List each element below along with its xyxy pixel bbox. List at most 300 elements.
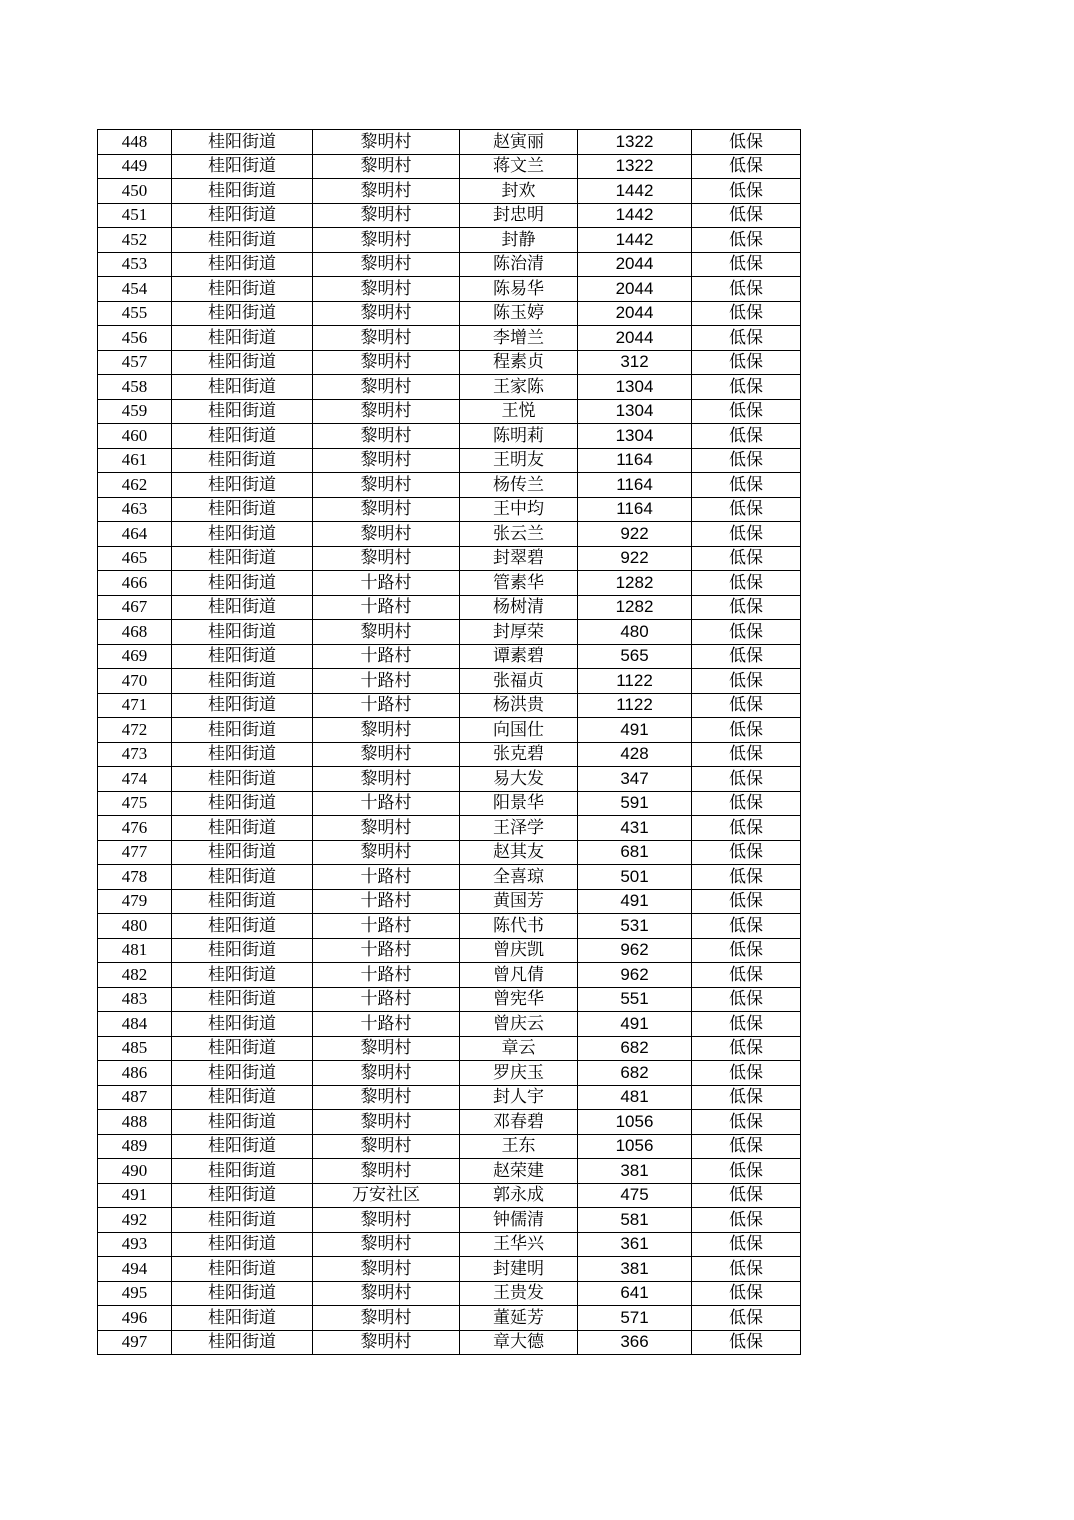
type-cell: 低保 — [692, 693, 801, 718]
village-cell: 黎明村 — [313, 1134, 460, 1159]
name-cell: 易大发 — [460, 767, 578, 792]
table-row — [98, 252, 801, 277]
type-cell: 低保 — [692, 375, 801, 400]
amount-cell: 381 — [578, 1257, 692, 1282]
table-row — [98, 742, 801, 767]
table-row — [98, 1134, 801, 1159]
amount-cell: 381 — [578, 1159, 692, 1184]
type-cell: 低保 — [692, 1036, 801, 1061]
row-number-cell: 494 — [98, 1257, 172, 1282]
type-cell: 低保 — [692, 252, 801, 277]
name-cell: 郭永成 — [460, 1183, 578, 1208]
amount-cell: 1322 — [578, 130, 692, 155]
street-cell: 桂阳街道 — [172, 1232, 313, 1257]
row-number-cell: 490 — [98, 1159, 172, 1184]
village-cell: 十路村 — [313, 889, 460, 914]
name-cell: 封厚荣 — [460, 620, 578, 645]
row-number-cell: 457 — [98, 350, 172, 375]
row-number-cell: 450 — [98, 179, 172, 204]
village-cell: 十路村 — [313, 938, 460, 963]
type-cell: 低保 — [692, 865, 801, 890]
amount-cell: 682 — [578, 1036, 692, 1061]
name-cell: 封静 — [460, 228, 578, 253]
table-row — [98, 1159, 801, 1184]
type-cell: 低保 — [692, 1330, 801, 1355]
name-cell: 王明友 — [460, 448, 578, 473]
amount-cell: 1322 — [578, 154, 692, 179]
village-cell: 黎明村 — [313, 522, 460, 547]
type-cell: 低保 — [692, 1134, 801, 1159]
type-cell: 低保 — [692, 546, 801, 571]
table-row — [98, 693, 801, 718]
name-cell: 封翠碧 — [460, 546, 578, 571]
table-row — [98, 718, 801, 743]
street-cell: 桂阳街道 — [172, 497, 313, 522]
village-cell: 黎明村 — [313, 816, 460, 841]
village-cell: 黎明村 — [313, 203, 460, 228]
row-number-cell: 456 — [98, 326, 172, 351]
name-cell: 陈明莉 — [460, 424, 578, 449]
street-cell: 桂阳街道 — [172, 914, 313, 939]
street-cell: 桂阳街道 — [172, 522, 313, 547]
type-cell: 低保 — [692, 350, 801, 375]
type-cell: 低保 — [692, 718, 801, 743]
street-cell: 桂阳街道 — [172, 767, 313, 792]
amount-cell: 1056 — [578, 1110, 692, 1135]
amount-cell: 431 — [578, 816, 692, 841]
type-cell: 低保 — [692, 1257, 801, 1282]
amount-cell: 922 — [578, 522, 692, 547]
table-row — [98, 228, 801, 253]
table-row — [98, 669, 801, 694]
type-cell: 低保 — [692, 277, 801, 302]
name-cell: 赵寅丽 — [460, 130, 578, 155]
name-cell: 陈治清 — [460, 252, 578, 277]
type-cell: 低保 — [692, 840, 801, 865]
name-cell: 张克碧 — [460, 742, 578, 767]
name-cell: 王家陈 — [460, 375, 578, 400]
street-cell: 桂阳街道 — [172, 963, 313, 988]
amount-cell: 682 — [578, 1061, 692, 1086]
type-cell: 低保 — [692, 130, 801, 155]
village-cell: 黎明村 — [313, 620, 460, 645]
street-cell: 桂阳街道 — [172, 252, 313, 277]
street-cell: 桂阳街道 — [172, 1306, 313, 1331]
row-number-cell: 468 — [98, 620, 172, 645]
street-cell: 桂阳街道 — [172, 816, 313, 841]
type-cell: 低保 — [692, 203, 801, 228]
name-cell: 曾庆凯 — [460, 938, 578, 963]
row-number-cell: 480 — [98, 914, 172, 939]
street-cell: 桂阳街道 — [172, 889, 313, 914]
type-cell: 低保 — [692, 1281, 801, 1306]
row-number-cell: 493 — [98, 1232, 172, 1257]
village-cell: 十路村 — [313, 644, 460, 669]
street-cell: 桂阳街道 — [172, 228, 313, 253]
row-number-cell: 487 — [98, 1085, 172, 1110]
row-number-cell: 473 — [98, 742, 172, 767]
table-row — [98, 326, 801, 351]
village-cell: 黎明村 — [313, 424, 460, 449]
amount-cell: 481 — [578, 1085, 692, 1110]
row-number-cell: 471 — [98, 693, 172, 718]
name-cell: 钟儒清 — [460, 1208, 578, 1233]
type-cell: 低保 — [692, 522, 801, 547]
table-row — [98, 546, 801, 571]
village-cell: 黎明村 — [313, 497, 460, 522]
street-cell: 桂阳街道 — [172, 424, 313, 449]
amount-cell: 491 — [578, 889, 692, 914]
village-cell: 十路村 — [313, 595, 460, 620]
street-cell: 桂阳街道 — [172, 326, 313, 351]
name-cell: 管素华 — [460, 571, 578, 596]
row-number-cell: 479 — [98, 889, 172, 914]
type-cell: 低保 — [692, 1110, 801, 1135]
name-cell: 封忠明 — [460, 203, 578, 228]
table-row — [98, 767, 801, 792]
row-number-cell: 465 — [98, 546, 172, 571]
name-cell: 李增兰 — [460, 326, 578, 351]
amount-cell: 2044 — [578, 252, 692, 277]
amount-cell: 1304 — [578, 399, 692, 424]
street-cell: 桂阳街道 — [172, 301, 313, 326]
street-cell: 桂阳街道 — [172, 1134, 313, 1159]
table-row — [98, 424, 801, 449]
village-cell: 十路村 — [313, 693, 460, 718]
row-number-cell: 478 — [98, 865, 172, 890]
name-cell: 封建明 — [460, 1257, 578, 1282]
village-cell: 黎明村 — [313, 742, 460, 767]
name-cell: 全喜琼 — [460, 865, 578, 890]
table-row — [98, 791, 801, 816]
village-cell: 黎明村 — [313, 1232, 460, 1257]
name-cell: 曾庆云 — [460, 1012, 578, 1037]
village-cell: 黎明村 — [313, 546, 460, 571]
street-cell: 桂阳街道 — [172, 130, 313, 155]
type-cell: 低保 — [692, 987, 801, 1012]
row-number-cell: 470 — [98, 669, 172, 694]
row-number-cell: 455 — [98, 301, 172, 326]
village-cell: 黎明村 — [313, 179, 460, 204]
street-cell: 桂阳街道 — [172, 375, 313, 400]
village-cell: 黎明村 — [313, 1036, 460, 1061]
street-cell: 桂阳街道 — [172, 277, 313, 302]
street-cell: 桂阳街道 — [172, 546, 313, 571]
row-number-cell: 488 — [98, 1110, 172, 1135]
row-number-cell: 461 — [98, 448, 172, 473]
table-row — [98, 497, 801, 522]
table-row — [98, 399, 801, 424]
street-cell: 桂阳街道 — [172, 179, 313, 204]
amount-cell: 366 — [578, 1330, 692, 1355]
type-cell: 低保 — [692, 595, 801, 620]
name-cell: 王东 — [460, 1134, 578, 1159]
row-number-cell: 485 — [98, 1036, 172, 1061]
row-number-cell: 462 — [98, 473, 172, 498]
type-cell: 低保 — [692, 1085, 801, 1110]
type-cell: 低保 — [692, 889, 801, 914]
name-cell: 杨传兰 — [460, 473, 578, 498]
street-cell: 桂阳街道 — [172, 154, 313, 179]
table-row — [98, 1330, 801, 1355]
village-cell: 黎明村 — [313, 301, 460, 326]
name-cell: 曾宪华 — [460, 987, 578, 1012]
village-cell: 十路村 — [313, 669, 460, 694]
street-cell: 桂阳街道 — [172, 1012, 313, 1037]
table-row — [98, 179, 801, 204]
amount-cell: 581 — [578, 1208, 692, 1233]
table-row — [98, 1061, 801, 1086]
table-row — [98, 889, 801, 914]
village-cell: 黎明村 — [313, 1306, 460, 1331]
street-cell: 桂阳街道 — [172, 620, 313, 645]
name-cell: 杨树清 — [460, 595, 578, 620]
table-row — [98, 1110, 801, 1135]
street-cell: 桂阳街道 — [172, 644, 313, 669]
street-cell: 桂阳街道 — [172, 473, 313, 498]
street-cell: 桂阳街道 — [172, 840, 313, 865]
village-cell: 万安社区 — [313, 1183, 460, 1208]
table-row — [98, 1012, 801, 1037]
row-number-cell: 474 — [98, 767, 172, 792]
name-cell: 杨洪贵 — [460, 693, 578, 718]
row-number-cell: 460 — [98, 424, 172, 449]
street-cell: 桂阳街道 — [172, 595, 313, 620]
name-cell: 张福贞 — [460, 669, 578, 694]
table-row — [98, 375, 801, 400]
amount-cell: 1304 — [578, 424, 692, 449]
table-row — [98, 1183, 801, 1208]
row-number-cell: 458 — [98, 375, 172, 400]
street-cell: 桂阳街道 — [172, 203, 313, 228]
type-cell: 低保 — [692, 767, 801, 792]
village-cell: 黎明村 — [313, 718, 460, 743]
street-cell: 桂阳街道 — [172, 448, 313, 473]
row-number-cell: 451 — [98, 203, 172, 228]
type-cell: 低保 — [692, 938, 801, 963]
amount-cell: 1282 — [578, 571, 692, 596]
name-cell: 向国仕 — [460, 718, 578, 743]
table-row — [98, 448, 801, 473]
village-cell: 黎明村 — [313, 399, 460, 424]
type-cell: 低保 — [692, 326, 801, 351]
table-row — [98, 963, 801, 988]
name-cell: 封人宇 — [460, 1085, 578, 1110]
name-cell: 赵其友 — [460, 840, 578, 865]
village-cell: 黎明村 — [313, 1208, 460, 1233]
name-cell: 王中均 — [460, 497, 578, 522]
table-row — [98, 816, 801, 841]
row-number-cell: 497 — [98, 1330, 172, 1355]
village-cell: 十路村 — [313, 987, 460, 1012]
street-cell: 桂阳街道 — [172, 938, 313, 963]
amount-cell: 312 — [578, 350, 692, 375]
type-cell: 低保 — [692, 1232, 801, 1257]
amount-cell: 491 — [578, 1012, 692, 1037]
street-cell: 桂阳街道 — [172, 791, 313, 816]
name-cell: 陈玉婷 — [460, 301, 578, 326]
amount-cell: 551 — [578, 987, 692, 1012]
village-cell: 黎明村 — [313, 130, 460, 155]
table-row — [98, 1257, 801, 1282]
street-cell: 桂阳街道 — [172, 1061, 313, 1086]
row-number-cell: 463 — [98, 497, 172, 522]
row-number-cell: 452 — [98, 228, 172, 253]
name-cell: 王贵发 — [460, 1281, 578, 1306]
street-cell: 桂阳街道 — [172, 987, 313, 1012]
table-row — [98, 277, 801, 302]
row-number-cell: 467 — [98, 595, 172, 620]
name-cell: 赵荣建 — [460, 1159, 578, 1184]
row-number-cell: 483 — [98, 987, 172, 1012]
table-row — [98, 203, 801, 228]
village-cell: 十路村 — [313, 963, 460, 988]
village-cell: 黎明村 — [313, 252, 460, 277]
type-cell: 低保 — [692, 473, 801, 498]
amount-cell: 641 — [578, 1281, 692, 1306]
amount-cell: 501 — [578, 865, 692, 890]
type-cell: 低保 — [692, 620, 801, 645]
amount-cell: 1056 — [578, 1134, 692, 1159]
amount-cell: 1282 — [578, 595, 692, 620]
amount-cell: 565 — [578, 644, 692, 669]
name-cell: 王悦 — [460, 399, 578, 424]
street-cell: 桂阳街道 — [172, 399, 313, 424]
type-cell: 低保 — [692, 497, 801, 522]
street-cell: 桂阳街道 — [172, 1085, 313, 1110]
village-cell: 黎明村 — [313, 1061, 460, 1086]
village-cell: 十路村 — [313, 1012, 460, 1037]
type-cell: 低保 — [692, 399, 801, 424]
amount-cell: 1442 — [578, 228, 692, 253]
table-row — [98, 840, 801, 865]
amount-cell: 491 — [578, 718, 692, 743]
row-number-cell: 453 — [98, 252, 172, 277]
village-cell: 黎明村 — [313, 767, 460, 792]
village-cell: 黎明村 — [313, 154, 460, 179]
amount-cell: 681 — [578, 840, 692, 865]
row-number-cell: 484 — [98, 1012, 172, 1037]
row-number-cell: 469 — [98, 644, 172, 669]
name-cell: 黄国芳 — [460, 889, 578, 914]
amount-cell: 591 — [578, 791, 692, 816]
table-row — [98, 595, 801, 620]
name-cell: 罗庆玉 — [460, 1061, 578, 1086]
row-number-cell: 491 — [98, 1183, 172, 1208]
village-cell: 黎明村 — [313, 326, 460, 351]
type-cell: 低保 — [692, 742, 801, 767]
name-cell: 蒋文兰 — [460, 154, 578, 179]
amount-cell: 480 — [578, 620, 692, 645]
village-cell: 十路村 — [313, 865, 460, 890]
name-cell: 邓春碧 — [460, 1110, 578, 1135]
type-cell: 低保 — [692, 1159, 801, 1184]
type-cell: 低保 — [692, 1306, 801, 1331]
amount-cell: 347 — [578, 767, 692, 792]
amount-cell: 922 — [578, 546, 692, 571]
table-row — [98, 571, 801, 596]
amount-cell: 1122 — [578, 669, 692, 694]
street-cell: 桂阳街道 — [172, 1183, 313, 1208]
village-cell: 黎明村 — [313, 1330, 460, 1355]
village-cell: 黎明村 — [313, 1257, 460, 1282]
type-cell: 低保 — [692, 1012, 801, 1037]
row-number-cell: 496 — [98, 1306, 172, 1331]
amount-cell: 571 — [578, 1306, 692, 1331]
row-number-cell: 449 — [98, 154, 172, 179]
type-cell: 低保 — [692, 816, 801, 841]
type-cell: 低保 — [692, 1208, 801, 1233]
table-row — [98, 1208, 801, 1233]
village-cell: 黎明村 — [313, 448, 460, 473]
name-cell: 程素贞 — [460, 350, 578, 375]
amount-cell: 475 — [578, 1183, 692, 1208]
street-cell: 桂阳街道 — [172, 1159, 313, 1184]
village-cell: 黎明村 — [313, 1281, 460, 1306]
type-cell: 低保 — [692, 644, 801, 669]
type-cell: 低保 — [692, 669, 801, 694]
table-body — [98, 130, 801, 1355]
row-number-cell: 464 — [98, 522, 172, 547]
table-row — [98, 987, 801, 1012]
type-cell: 低保 — [692, 179, 801, 204]
street-cell: 桂阳街道 — [172, 1257, 313, 1282]
table-row — [98, 1085, 801, 1110]
row-number-cell: 454 — [98, 277, 172, 302]
street-cell: 桂阳街道 — [172, 1110, 313, 1135]
row-number-cell: 486 — [98, 1061, 172, 1086]
type-cell: 低保 — [692, 963, 801, 988]
street-cell: 桂阳街道 — [172, 865, 313, 890]
village-cell: 黎明村 — [313, 473, 460, 498]
village-cell: 十路村 — [313, 914, 460, 939]
table-row — [98, 914, 801, 939]
type-cell: 低保 — [692, 571, 801, 596]
type-cell: 低保 — [692, 228, 801, 253]
row-number-cell: 481 — [98, 938, 172, 963]
row-number-cell: 489 — [98, 1134, 172, 1159]
name-cell: 陈易华 — [460, 277, 578, 302]
amount-cell: 531 — [578, 914, 692, 939]
name-cell: 张云兰 — [460, 522, 578, 547]
street-cell: 桂阳街道 — [172, 1036, 313, 1061]
name-cell: 曾凡倩 — [460, 963, 578, 988]
table-row — [98, 1281, 801, 1306]
name-cell: 王泽学 — [460, 816, 578, 841]
village-cell: 十路村 — [313, 571, 460, 596]
table-row — [98, 154, 801, 179]
type-cell: 低保 — [692, 154, 801, 179]
type-cell: 低保 — [692, 1183, 801, 1208]
table-row — [98, 938, 801, 963]
table-row — [98, 350, 801, 375]
street-cell: 桂阳街道 — [172, 1330, 313, 1355]
amount-cell: 2044 — [578, 301, 692, 326]
name-cell: 封欢 — [460, 179, 578, 204]
name-cell: 章云 — [460, 1036, 578, 1061]
type-cell: 低保 — [692, 914, 801, 939]
row-number-cell: 472 — [98, 718, 172, 743]
row-number-cell: 477 — [98, 840, 172, 865]
village-cell: 黎明村 — [313, 1085, 460, 1110]
name-cell: 王华兴 — [460, 1232, 578, 1257]
amount-cell: 962 — [578, 963, 692, 988]
street-cell: 桂阳街道 — [172, 742, 313, 767]
amount-cell: 1304 — [578, 375, 692, 400]
amount-cell: 1164 — [578, 473, 692, 498]
row-number-cell: 492 — [98, 1208, 172, 1233]
name-cell: 阳景华 — [460, 791, 578, 816]
